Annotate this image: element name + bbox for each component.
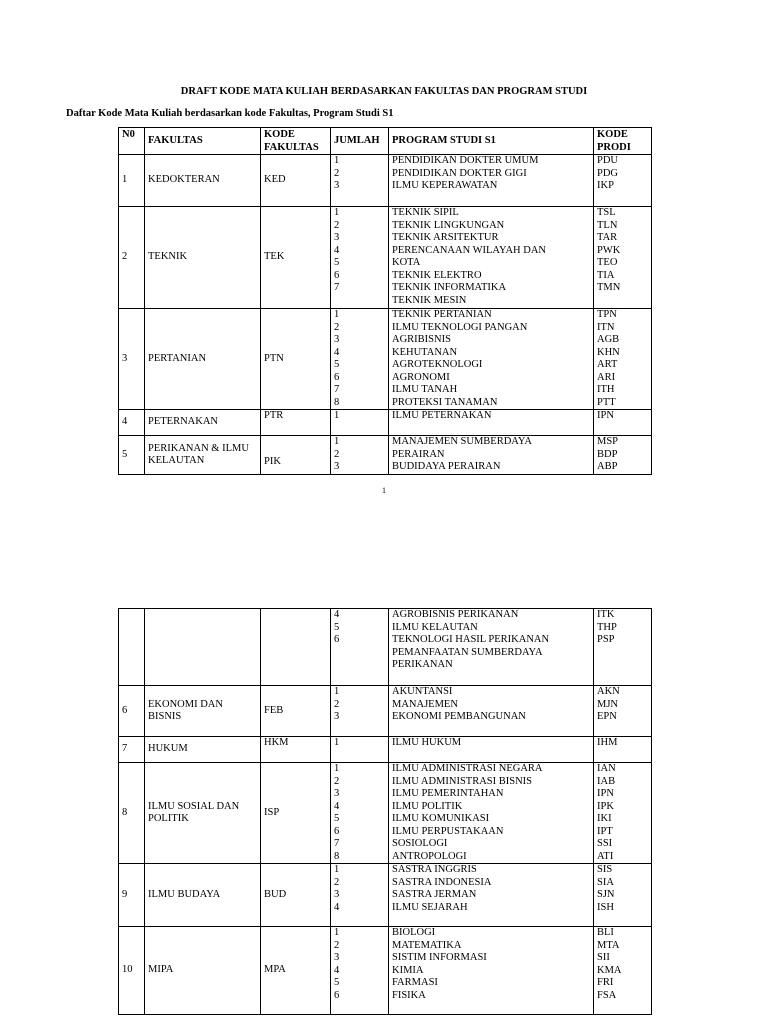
kode-fakultas: FEB xyxy=(261,686,331,737)
jumlah-list: 1 xyxy=(331,410,389,436)
kode-fakultas: MPA xyxy=(261,927,331,1015)
kode-prodi-list: IHM xyxy=(594,737,652,763)
program-studi-list: ILMU ADMINISTRASI NEGARA ILMU ADMINISTRASI BISNIS ILMU PEMERINTAHAN ILMU POLITIK ILMU KOMUNIKASI ILMU PERPUSTAKAAN SOSIOLOGI ANTROPOLOGI xyxy=(389,763,594,864)
row-number: 1 xyxy=(119,155,145,207)
kode-prodi-list: BLI MTA SII KMA FRI FSA xyxy=(594,927,652,1015)
fakultas-name: EKONOMI DAN BISNIS xyxy=(145,686,261,737)
table-row xyxy=(119,309,652,410)
row-number: 2 xyxy=(119,207,145,309)
table-row xyxy=(119,864,652,927)
jumlah-list: 1 2 3 xyxy=(331,436,389,475)
program-studi-list: MANAJEMEN SUMBERDAYA PERAIRAN BUDIDAYA PERAIRAN xyxy=(389,436,594,475)
program-studi-list: SASTRA INGGRIS SASTRA INDONESIA SASTRA JERMAN ILMU SEJARAH xyxy=(389,864,594,927)
table-row xyxy=(119,609,652,686)
kode-fakultas: PTR xyxy=(261,410,331,436)
table-row xyxy=(119,436,652,475)
jumlah-list: 1 xyxy=(331,737,389,763)
jumlah-list: 1 2 3 4 xyxy=(331,864,389,927)
kode-fakultas: KED xyxy=(261,155,331,207)
jumlah-list: 1 2 3 4 5 6 7 xyxy=(331,207,389,309)
fakultas-name: PETERNAKAN xyxy=(145,410,261,436)
table-row xyxy=(119,155,652,207)
row-number xyxy=(119,609,145,686)
jumlah-list: 1 2 3 4 5 6 xyxy=(331,927,389,1015)
kode-prodi-list: TSL TLN TAR PWK TEO TIA TMN xyxy=(594,207,652,309)
table-row xyxy=(119,207,652,309)
row-number: 5 xyxy=(119,436,145,475)
row-number: 8 xyxy=(119,763,145,864)
kode-fakultas: ISP xyxy=(261,763,331,864)
kode-fakultas: PTN xyxy=(261,309,331,410)
header-kode-prodi: KODE PRODI xyxy=(594,128,652,155)
fakultas-name: KEDOKTERAN xyxy=(145,155,261,207)
kode-prodi-list: AKN MJN EPN xyxy=(594,686,652,737)
fakultas-name: MIPA xyxy=(145,927,261,1015)
fakultas-name: PERTANIAN xyxy=(145,309,261,410)
program-studi-list: BIOLOGI MATEMATIKA SISTIM INFORMASI KIMIA FARMASI FISIKA xyxy=(389,927,594,1015)
row-number: 9 xyxy=(119,864,145,927)
program-studi-list: TEKNIK PERTANIAN ILMU TEKNOLOGI PANGAN AGRIBISNIS KEHUTANAN AGROTEKNOLOGI AGRONOMI ILMU TANAH PROTEKSI TANAMAN xyxy=(389,309,594,410)
jumlah-list: 1 2 3 4 5 6 7 8 xyxy=(331,309,389,410)
header-program-studi: PROGRAM STUDI S1 xyxy=(389,128,594,155)
header-jumlah: JUMLAH xyxy=(331,128,389,155)
kode-prodi-list: IAN IAB IPN IPK IKI IPT SSI ATI xyxy=(594,763,652,864)
document-subtitle: Daftar Kode Mata Kuliah berdasarkan kode Fakultas, Program Studi S1 xyxy=(66,108,394,119)
program-studi-list: ILMU PETERNAKAN xyxy=(389,410,594,436)
header-kode-fakultas: KODE FAKULTAS xyxy=(261,128,331,155)
jumlah-list: 1 2 3 xyxy=(331,155,389,207)
fakultas-name: PERIKANAN & ILMU KELAUTAN xyxy=(145,436,261,475)
header-fakultas: FAKULTAS xyxy=(145,128,261,155)
header-no: N0 xyxy=(119,128,145,155)
kode-prodi-list: IPN xyxy=(594,410,652,436)
kode-prodi-list: SIS SIA SJN ISH xyxy=(594,864,652,927)
kode-fakultas xyxy=(261,609,331,686)
table-row xyxy=(119,763,652,864)
kode-fakultas: TEK xyxy=(261,207,331,309)
kode-fakultas: BUD xyxy=(261,864,331,927)
program-studi-list: AGROBISNIS PERIKANAN ILMU KELAUTAN TEKNOLOGI HASIL PERIKANAN PEMANFAATAN SUMBERDAYA PERIKANAN xyxy=(389,609,594,686)
table-row xyxy=(119,686,652,737)
kode-fakultas: PIK xyxy=(261,436,331,475)
jumlah-list: 4 5 6 xyxy=(331,609,389,686)
fakultas-name: TEKNIK xyxy=(145,207,261,309)
table-row xyxy=(119,927,652,1015)
kode-prodi-list: MSP BDP ABP xyxy=(594,436,652,475)
fakultas-name: ILMU SOSIAL DAN POLITIK xyxy=(145,763,261,864)
fakultas-name: HUKUM xyxy=(145,737,261,763)
jumlah-list: 1 2 3 xyxy=(331,686,389,737)
document-title: DRAFT KODE MATA KULIAH BERDASARKAN FAKULTAS DAN PROGRAM STUDI xyxy=(180,86,588,97)
program-studi-list: ILMU HUKUM xyxy=(389,737,594,763)
course-code-table-page-2 xyxy=(118,608,652,1015)
row-number: 10 xyxy=(119,927,145,1015)
kode-prodi-list: TPN ITN AGB KHN ART ARI ITH PTT xyxy=(594,309,652,410)
kode-prodi-list: ITK THP PSP xyxy=(594,609,652,686)
table-row xyxy=(119,737,652,763)
program-studi-list: AKUNTANSI MANAJEMEN EKONOMI PEMBANGUNAN xyxy=(389,686,594,737)
table-header-row xyxy=(119,128,652,155)
jumlah-list: 1 2 3 4 5 6 7 8 xyxy=(331,763,389,864)
program-studi-list: TEKNIK SIPIL TEKNIK LINGKUNGAN TEKNIK ARSITEKTUR PERENCANAAN WILAYAH DAN KOTA TEKNIK ELEKTRO TEKNIK INFORMATIKA TEKNIK MESIN xyxy=(389,207,594,309)
kode-prodi-list: PDU PDG IKP xyxy=(594,155,652,207)
table-row xyxy=(119,410,652,436)
fakultas-name xyxy=(145,609,261,686)
page-number: 1 xyxy=(382,486,386,495)
row-number: 7 xyxy=(119,737,145,763)
row-number: 4 xyxy=(119,410,145,436)
program-studi-list: PENDIDIKAN DOKTER UMUM PENDIDIKAN DOKTER GIGI ILMU KEPERAWATAN xyxy=(389,155,594,207)
row-number: 3 xyxy=(119,309,145,410)
fakultas-name: ILMU BUDAYA xyxy=(145,864,261,927)
course-code-table-page-1 xyxy=(118,127,652,475)
kode-fakultas: HKM xyxy=(261,737,331,763)
row-number: 6 xyxy=(119,686,145,737)
